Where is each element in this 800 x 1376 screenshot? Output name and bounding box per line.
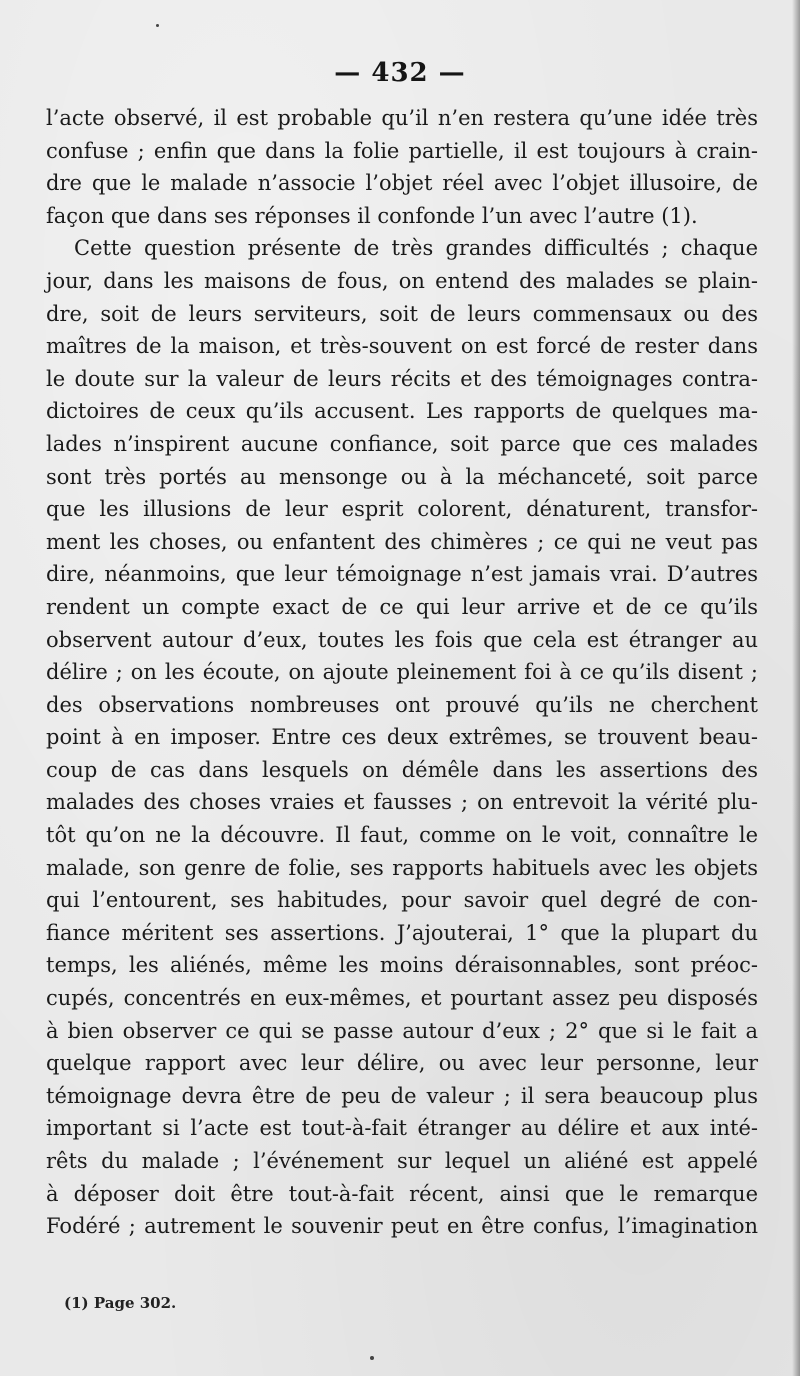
text-line: rêts du malade ; l’événement sur lequel un aliéné est appelé <box>46 1149 758 1173</box>
text-line: Fodéré ; autrement le souvenir peut en être confus, l’imagination <box>46 1214 758 1239</box>
text-line: important si l’acte est tout-à-fait étranger au délire et aux inté- <box>46 1116 758 1141</box>
text-line: façon que dans ses réponses il confonde l’un avec l’autre (1). <box>46 203 698 228</box>
text-line: ment les choses, ou enfantent des chimères ; ce qui ne veut pas <box>46 529 758 554</box>
text-line: Cette question présente de très grandes difficultés ; chaque <box>74 236 758 261</box>
text-line: dre que le malade n’associe l’objet réel avec l’objet illusoire, de <box>46 171 758 196</box>
text-line: dre, soit de leurs serviteurs, soit de leurs commensaux ou des <box>46 301 758 326</box>
text-line: coup de cas dans lesquels on démêle dans les assertions des <box>46 757 758 782</box>
text-line: à déposer doit être tout-à-fait récent, ainsi que le remarque <box>46 1181 758 1206</box>
text-line: confuse ; enfin que dans la folie partielle, il est toujours à crain- <box>46 138 758 163</box>
paper-speck <box>156 24 159 27</box>
text-line: tôt qu’on ne la découvre. Il faut, comme on le voit, connaître le <box>46 823 758 848</box>
text-line: fiance méritent ses assertions. J’ajouterai, 1° que la plupart du <box>46 920 758 945</box>
text-line: dire, néanmoins, que leur témoignage n’est jamais vrai. D’autres <box>46 562 758 587</box>
text-line: malades des choses vraies et fausses ; on entrevoit la vérité plu- <box>46 790 758 815</box>
text-line: rendent un compte exact de ce qui leur arrive et de ce qu’ils <box>46 594 758 619</box>
text-line: que les illusions de leur esprit colorent, dénaturent, transfor- <box>46 497 758 522</box>
page-edge-shadow <box>792 0 800 1376</box>
footnote: (1) Page 302. <box>64 1294 177 1312</box>
body-text <box>46 102 758 1243</box>
text-line: dictoires de ceux qu’ils accusent. Les rapports de quelques ma- <box>46 399 758 424</box>
text-line: maîtres de la maison, et très-souvent on est forcé de rester dans <box>46 334 758 359</box>
text-line: malade, son genre de folie, ses rapports habituels avec les objets <box>46 855 758 880</box>
text-line: des observations nombreuses ont prouvé qu’ils ne cherchent <box>46 692 758 717</box>
text-line: quelque rapport avec leur délire, ou avec leur personne, leur <box>46 1051 758 1076</box>
text-line: sont très portés au mensonge ou à la méchanceté, soit parce <box>46 464 758 489</box>
text-line: cupés, concentrés en eux-mêmes, et pourtant assez peu disposés <box>46 986 758 1011</box>
paper-speck <box>370 1356 374 1360</box>
text-line: à bien observer ce qui se passe autour d’eux ; 2° que si le fait a <box>46 1018 758 1043</box>
text-line: observent autour d’eux, toutes les fois que cela est étranger au <box>46 627 758 652</box>
text-line: jour, dans les maisons de fous, on entend des malades se plain- <box>46 268 758 293</box>
page-number: — 432 — <box>334 58 466 88</box>
text-line: l’acte observé, il est probable qu’il n’en restera qu’une idée très <box>46 106 758 130</box>
text-line: témoignage devra être de peu de valeur ; il sera beaucoup plus <box>46 1083 758 1108</box>
text-line: le doute sur la valeur de leurs récits et des témoignages contra- <box>46 366 758 391</box>
text-line: temps, les aliénés, même les moins déraisonnables, sont préoc- <box>46 953 758 978</box>
text-line: délire ; on les écoute, on ajoute pleinement foi à ce qu’ils disent ; <box>46 660 758 685</box>
text-line: qui l’entourent, ses habitudes, pour savoir quel degré de con- <box>46 888 758 913</box>
text-line: point à en imposer. Entre ces deux extrêmes, se trouvent beau- <box>46 725 758 750</box>
text-line: lades n’inspirent aucune confiance, soit parce que ces malades <box>46 431 758 456</box>
